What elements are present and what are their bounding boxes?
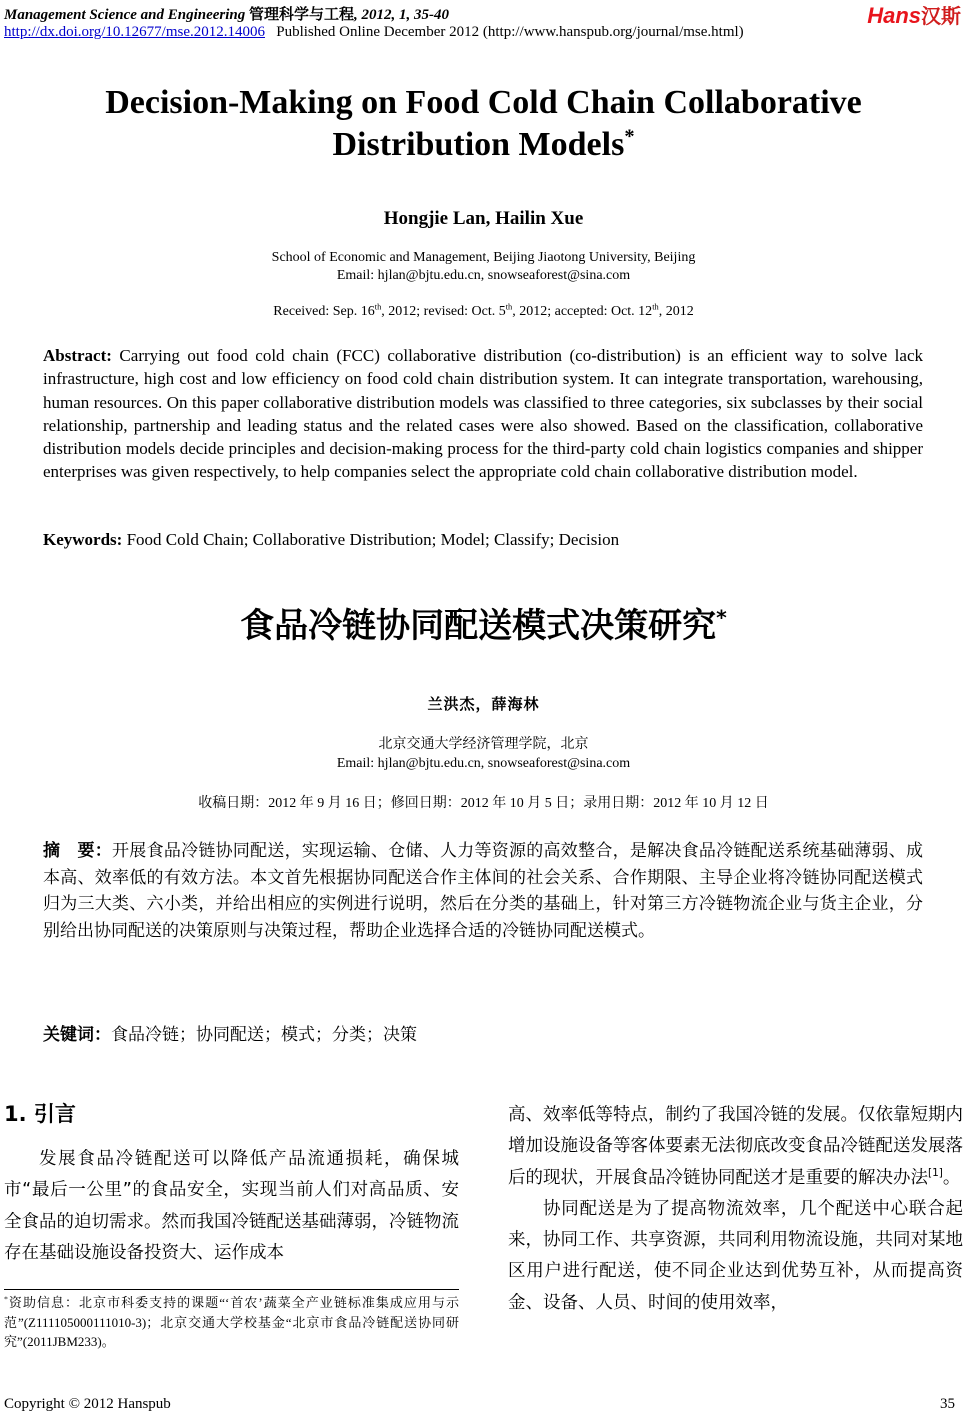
abstract-label-cn: 摘 要：	[43, 841, 113, 861]
accepted-date: , 2012; accepted: Oct. 12	[512, 304, 653, 319]
abstract-label-en: Abstract:	[43, 346, 112, 365]
abstract-text-cn: 开展食品冷链协同配送，实现运输、仓储、人力等资源的高效整合，是解决食品冷链配送系统基础薄弱、成本高、效率低的有效方法。本文首先根据协同配送合作主体间的社会关系、合作期限、主导企业将冷链协同配送模式归为三大类、六小类，并给出相应的实例进行说明，然后在分类的基础上，针对第三方冷链物流企业与货主企业，分别给出协同配送的决策原则与决策过程，帮助企业选择合适的冷链协同配送模式。	[43, 841, 924, 941]
paper-title-cn	[0, 598, 967, 647]
title-line-1: Decision-Making on Food Cold Chain Collaborative	[105, 84, 862, 121]
revised-sup: th	[505, 302, 513, 312]
abstract-text-en: Carrying out food cold chain (FCC) collaborative distribution (co-distribution) is an efficient way to solve lack infrastructure, high cost and low efficiency on food cold chain distribution system. It can integrate transportation, warehousing, human resources. On this paper collaborative distribution models was classified to three categories, six subclasses by their social relationship, partnership and leading status and the related cases were also showed. Based on the classification, collaborative distribution models decide principles and decision-making process for the third-party cold chain logistics companies and shipper enterprises was given respectively, to help companies select the appropriate cold chain collaborative distribution model.	[43, 346, 923, 482]
intro-paragraph-1-text: 高、效率低等特点，制约了我国冷链的发展。仅依靠短期内增加设施设备等客体要素无法彻底改变食品冷链配送发展落后的现状，开展食品冷链协同配送才是重要的解决办法	[508, 1105, 963, 1188]
authors-cn: 兰洪杰，薛海林	[427, 695, 540, 713]
funding-footnote	[4, 1293, 459, 1352]
abstract-en	[43, 344, 923, 484]
keywords-label-cn: 关键词：	[43, 1025, 111, 1045]
paper-title-en	[0, 82, 967, 166]
journal-issue: , 2012, 1, 35-40	[354, 7, 450, 23]
keywords-text-cn: 食品冷链；协同配送；模式；分类；决策	[111, 1025, 417, 1045]
keywords-text-en: Food Cold Chain; Collaborative Distribution; Model; Classify; Decision	[122, 530, 620, 549]
revised-date: , 2012; revised: Oct. 5	[381, 304, 506, 319]
footnote-text: 资助信息：北京市科委支持的课题“‘首农’蔬菜全产业链标准集成应用与示范”(Z111105000111010-3)；北京交通大学校基金“北京市食品冷链配送协同研究”(2011JBM233)。	[4, 1295, 459, 1349]
citation-ref-1[interactable]: [1]	[928, 1166, 943, 1179]
keywords-cn	[43, 1020, 417, 1045]
title-line-2: Distribution Models	[332, 126, 625, 163]
received-date: Received: Sep. 16	[273, 304, 375, 319]
intro-paragraph-1-continued	[508, 1100, 963, 1194]
keywords-label-en: Keywords:	[43, 530, 123, 549]
running-header-journal	[4, 3, 449, 24]
running-header-doi	[4, 24, 744, 41]
accepted-sup: th	[652, 302, 659, 312]
page-number: 35	[940, 1396, 955, 1412]
received-sup: th	[374, 302, 382, 312]
title-text-cn: 食品冷链协同配送模式决策研究	[240, 606, 717, 646]
dates-en	[0, 304, 967, 320]
dates-tail: , 2012	[658, 304, 694, 319]
title-cn-footnote-mark: *	[716, 605, 727, 630]
footnote-divider	[4, 1289, 459, 1290]
authors-en: Hongjie Lan, Hailin Xue	[383, 208, 584, 229]
logo-text-en: Hans	[867, 3, 921, 28]
logo-text-cn: 汉斯	[921, 6, 961, 28]
abstract-cn	[43, 838, 923, 944]
affiliation-email-en: Email: hjlan@bjtu.edu.cn, snowseaforest@sina.com	[336, 268, 631, 283]
affiliation-en	[0, 249, 967, 285]
affiliation-school-cn: 北京交通大学经济管理学院，北京	[378, 737, 589, 752]
affiliation-school-en: School of Economic and Management, Beijing Jiaotong University, Beijing	[271, 250, 696, 265]
affiliation-cn	[0, 735, 967, 773]
journal-name-en: Management Science and Engineering	[4, 7, 246, 23]
affiliation-email-cn: Email: hjlan@bjtu.edu.cn, snowseaforest@sina.com	[336, 756, 631, 771]
keywords-en	[43, 530, 619, 550]
copyright-footer: Copyright © 2012 Hanspub	[4, 1396, 171, 1412]
publisher-logo	[867, 0, 961, 29]
title-footnote-mark: *	[624, 125, 635, 148]
body-column-right	[508, 1100, 963, 1319]
published-info: Published Online December 2012 (http://www.hanspub.org/journal/mse.html)	[276, 24, 744, 40]
footnote-mark: *	[4, 1294, 8, 1304]
intro-paragraph-2: 协同配送是为了提高物流效率，几个配送中心联合起来，协同工作、共享资源，共同利用物流设施，共同对某地区用户进行配送，使不同企业达到优势互补，从而提高资金、设备、人员、时间的使用效率，	[508, 1198, 963, 1313]
section-heading-introduction: 1. 引言	[4, 1102, 76, 1126]
doi-link[interactable]: http://dx.doi.org/10.12677/mse.2012.14006	[4, 24, 265, 40]
body-column-left	[4, 1144, 459, 1269]
journal-name-cn: 管理科学与工程	[249, 7, 355, 23]
dates-cn: 收稿日期：2012 年 9 月 16 日；修回日期：2012 年 10 月 5 日；录用日期：2012 年 10 月 12 日	[198, 796, 769, 811]
intro-paragraph-1-end: 。	[942, 1167, 961, 1188]
intro-paragraph-1: 发展食品冷链配送可以降低产品流通损耗，确保城市“最后一公里”的食品安全，实现当前人们对高品质、安全食品的迫切需求。然而我国冷链配送基础薄弱，冷链物流存在基础设施设备投资大、运作成本	[4, 1149, 459, 1263]
